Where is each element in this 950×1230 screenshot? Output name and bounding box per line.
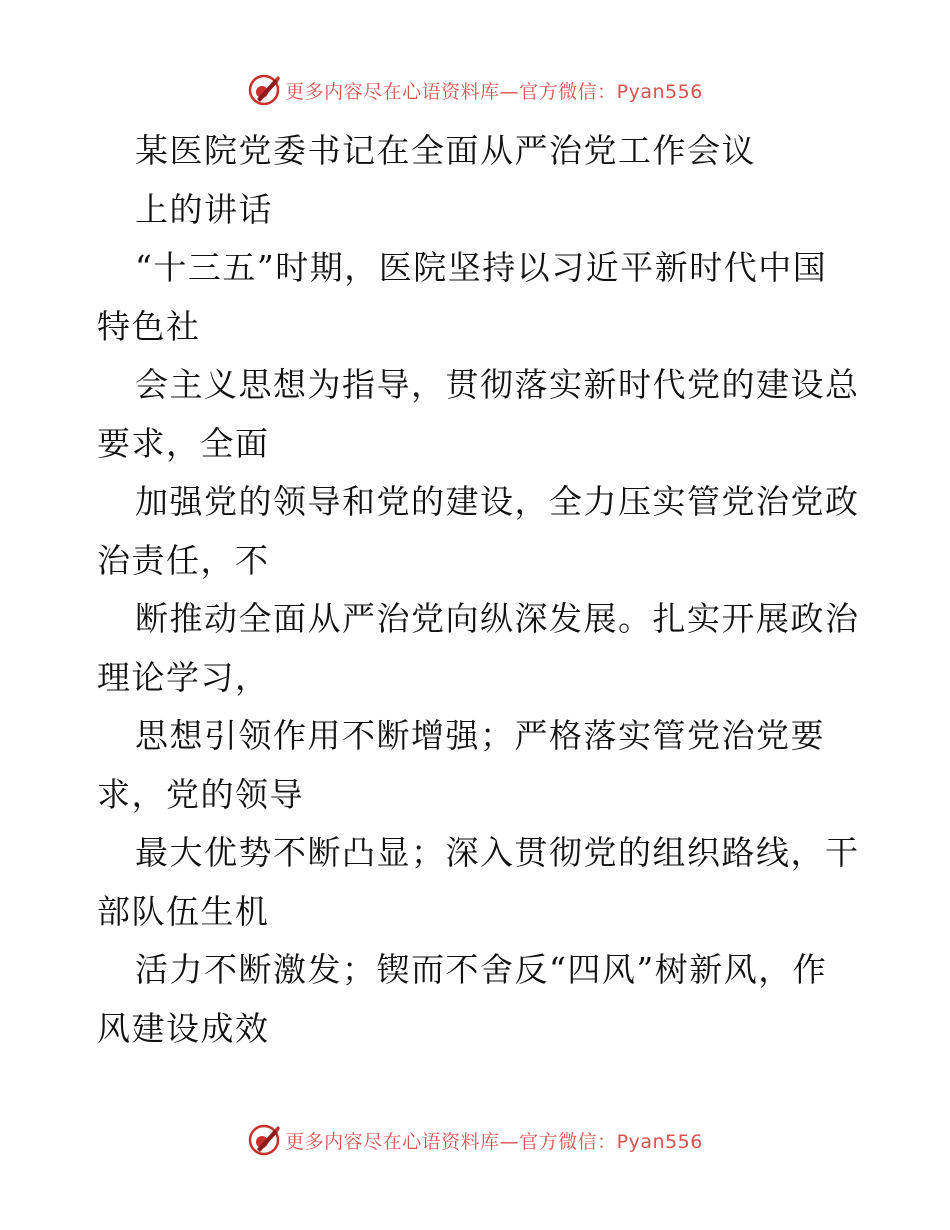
document-body bbox=[97, 122, 860, 1058]
document-line: 上的讲话 bbox=[135, 189, 273, 229]
pen-logo-icon bbox=[247, 1123, 281, 1157]
document-line: “十三五”时期，医院坚持以习近平新时代中国 bbox=[135, 248, 828, 287]
document-line: 断推动全面从严治党向纵深发展。扎实开展政治 bbox=[135, 599, 860, 638]
footer-banner bbox=[0, 1120, 950, 1160]
document-line: 某医院党委书记在全面从严治党工作会议 bbox=[135, 131, 756, 170]
document-line: 要求，全面 bbox=[97, 423, 270, 463]
document-line: 风建设成效 bbox=[97, 1008, 270, 1048]
document-line: 特色社 bbox=[97, 306, 201, 346]
footer-banner-text: 更多内容尽在心语资料库—官方微信：Pyan556 bbox=[285, 1130, 703, 1153]
document-line: 思想引领作用不断增强；严格落实管党治党要 bbox=[135, 716, 825, 755]
header-banner bbox=[0, 70, 950, 110]
document-line: 最大优势不断凸显；深入贯彻党的组织路线，干 bbox=[135, 833, 860, 872]
header-banner-text: 更多内容尽在心语资料库—官方微信：Pyan556 bbox=[285, 80, 703, 103]
document-line: 会主义思想为指导，贯彻落实新时代党的建设总 bbox=[135, 365, 860, 404]
document-line: 理论学习， bbox=[97, 657, 270, 697]
document-line: 求，党的领导 bbox=[97, 774, 304, 814]
document-line: 部队伍生机 bbox=[97, 891, 270, 931]
document-line: 活力不断激发；锲而不舍反“四风”树新风，作 bbox=[135, 950, 828, 989]
document-line: 治责任，不 bbox=[97, 540, 270, 580]
document-line: 加强党的领导和党的建设，全力压实管党治党政 bbox=[135, 482, 860, 521]
pen-logo-icon bbox=[247, 73, 281, 107]
